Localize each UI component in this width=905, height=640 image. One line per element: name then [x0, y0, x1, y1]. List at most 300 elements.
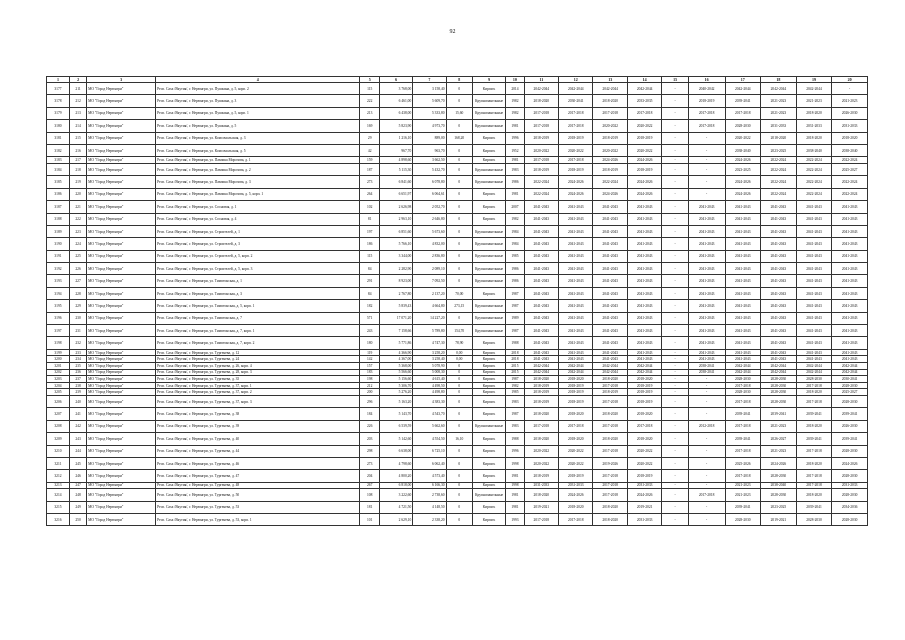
table-cell: 2017-2018 [593, 395, 627, 407]
table-cell: 2041-2043 [593, 250, 627, 262]
table-cell: 2 052,70 [413, 201, 446, 213]
table-cell: 2041-2043 [796, 275, 832, 287]
table-cell: 2042-2044 [559, 362, 593, 369]
table-cell: 2041-2043 [725, 312, 761, 324]
table-cell: МО "Город Нерюнгри" [87, 482, 156, 489]
table-cell: Кирпич. [472, 356, 505, 363]
table-row [47, 389, 868, 396]
table-cell: 2039-2041 [725, 501, 761, 513]
table-cell: МО "Город Нерюнгри" [87, 369, 156, 376]
table-cell: Кирпич. [472, 389, 505, 396]
table-cell: 2018-2020 [524, 433, 558, 445]
table-cell: 2038-2041 [688, 362, 725, 369]
table-cell: 1987 [506, 300, 524, 312]
table-cell: 0 [446, 389, 472, 396]
table-cell: МО "Город Нерюнгри" [87, 349, 156, 356]
table-cell: МО "Город Нерюнгри" [87, 501, 156, 513]
table-cell: 1987 [506, 325, 524, 337]
table-cell: 3192 [47, 263, 70, 275]
table-cell: 2041-2043 [524, 213, 558, 225]
table-cell: 2030-2041 [559, 95, 593, 107]
table-cell: 3214 [47, 489, 70, 501]
table-cell: 296 [360, 395, 380, 407]
table-cell: 291 [360, 275, 380, 287]
table-cell: 2041-2043 [761, 356, 797, 363]
table-cell: 2042-2044 [725, 369, 761, 376]
table-cell: Кирпич. [472, 445, 505, 457]
table-cell: 2041-2043 [524, 300, 558, 312]
table-cell: 2024-2026 [627, 176, 661, 188]
table-cell: 2041-2043 [627, 225, 661, 237]
table-cell: 3181 [47, 132, 70, 144]
table-cell: 2018-2020 [796, 489, 832, 501]
table-cell: 2041-2043 [593, 238, 627, 250]
table-cell: 2018-2020 [559, 433, 593, 445]
table-cell: 2020-2022 [627, 120, 661, 132]
table-cell: Респ. Саха /Якутия/, г. Нерюнгри, ул. Сосновая, д. 4 [156, 213, 360, 225]
table-cell: Респ. Саха /Якутия/, г. Нерюнгри, ул. Тимптонская, д. 7, корп. 1 [156, 325, 360, 337]
table-cell: - [688, 376, 725, 383]
table-cell: 84 [360, 263, 380, 275]
table-cell: 2024-2026 [559, 176, 593, 188]
table-cell: 2017-2018 [559, 107, 593, 119]
table-cell: 2012-2018 [688, 420, 725, 432]
table-cell: 1983 [506, 395, 524, 407]
table-cell: 2018-2020 [593, 376, 627, 383]
table-cell: 2041-2043 [593, 312, 627, 324]
table-cell: 2041-2043 [725, 300, 761, 312]
table-cell: МО "Город Нерюнгри" [87, 312, 156, 324]
table-cell: 1982 [506, 382, 524, 389]
table-cell: 2039-2041 [761, 408, 797, 420]
table-cell: 2028-2030 [761, 489, 797, 501]
table-cell: 2024-2026 [593, 188, 627, 200]
table-cell: 222 [360, 95, 380, 107]
table-cell: МО "Город Нерюнгри" [87, 287, 156, 299]
housing-register-table [46, 76, 868, 526]
table-cell: 3187 [47, 201, 70, 213]
table-cell: 2022-2024 [796, 157, 832, 164]
table-cell: 108 [360, 489, 380, 501]
table-cell: 3206 [47, 395, 70, 407]
table-cell: 7 158,66 [379, 325, 412, 337]
table-cell: 0 [446, 470, 472, 482]
table-cell: 5 115,30 [379, 163, 412, 175]
table-cell: - [688, 395, 725, 407]
table-cell: Крупнопанельные [472, 275, 505, 287]
table-cell: 3203 [47, 376, 70, 383]
table-row [47, 250, 868, 262]
table-cell: 2028-2030 [725, 376, 761, 383]
table-cell: 2042-2044 [524, 369, 558, 376]
table-cell: 2017-2018 [593, 482, 627, 489]
table-cell: 3188 [47, 213, 70, 225]
table-cell: 0 [446, 83, 472, 95]
table-cell: 101 [360, 514, 380, 526]
table-cell: 247 [69, 482, 86, 489]
table-cell: 2028-2030 [832, 395, 868, 407]
table-cell: Респ. Саха /Якутия/, г. Нерюнгри, ул. Павлика Морозова, д. 1 [156, 157, 360, 164]
table-cell: 2020-2022 [627, 445, 661, 457]
table-cell: 1987 [506, 408, 524, 420]
table-row [47, 470, 868, 482]
table-cell: 204 [360, 470, 380, 482]
table-cell: 3191 [47, 250, 70, 262]
table-cell: - [662, 132, 688, 144]
table-cell: 2018-2020 [524, 408, 558, 420]
table-cell: 2041-2043 [832, 263, 868, 275]
table-cell: 2028-2030 [761, 389, 797, 396]
table-cell: 2041-2043 [627, 349, 661, 356]
table-cell: 2018-2019 [688, 95, 725, 107]
table-cell: 3193 [47, 275, 70, 287]
table-cell: 1998 [506, 482, 524, 489]
table-cell: 2017-2018 [796, 395, 832, 407]
table-cell: 2018-2020 [593, 433, 627, 445]
table-cell: Кирпич. [472, 369, 505, 376]
table-cell: 1986 [506, 275, 524, 287]
table-cell: Крупнопанельные [472, 420, 505, 432]
table-cell: 2028-2030 [832, 514, 868, 526]
table-cell: 15,60 [446, 107, 472, 119]
table-cell: 2041-2043 [796, 213, 832, 225]
table-cell: 3204 [47, 382, 70, 389]
table-cell: 3205 [47, 389, 70, 396]
table-cell: 2023-2025 [725, 163, 761, 175]
table-cell: Респ. Саха /Якутия/, г. Нерюнгри, ул. Тургенева, д. 24 [156, 356, 360, 363]
table-cell: 2041-2043 [524, 250, 558, 262]
table-cell: 2017-2018 [725, 382, 761, 389]
table-cell: 2041-2043 [796, 225, 832, 237]
table-cell: 4 498,50 [413, 382, 446, 389]
table-cell: Кирпич. [472, 157, 505, 164]
table-cell: 2017-2018 [627, 107, 661, 119]
table-cell: 2041-2043 [559, 325, 593, 337]
table-cell: 2041-2043 [832, 287, 868, 299]
table-cell: 2028-2030 [725, 120, 761, 132]
table-cell: - [662, 389, 688, 396]
table-cell: МО "Город Нерюнгри" [87, 144, 156, 156]
table-cell: 2040-2042 [688, 83, 725, 95]
table-cell: 6 166,30 [413, 482, 446, 489]
table-cell: 223 [69, 225, 86, 237]
table-cell: 84 [360, 287, 380, 299]
table-cell: 6 064,61 [413, 188, 446, 200]
table-cell: 4 366,90 [379, 349, 412, 356]
table-cell: 2041-2043 [627, 275, 661, 287]
table-cell: Респ. Саха /Якутия/, г. Нерюнгри, ул. Тургенева, д. 39 [156, 420, 360, 432]
table-cell: 249 [69, 501, 86, 513]
table-cell: 236 [69, 369, 86, 376]
table-cell: 0 [446, 445, 472, 457]
table-cell: 2041-2043 [725, 263, 761, 275]
table-cell: 1981 [506, 501, 524, 513]
table-cell: 2017-2018 [725, 395, 761, 407]
table-cell: 2041-2043 [559, 287, 593, 299]
table-cell: 246 [69, 470, 86, 482]
table-cell: - [662, 83, 688, 95]
table-cell: 2041-2043 [524, 225, 558, 237]
table-cell: 2041-2043 [761, 263, 797, 275]
table-cell: Респ. Саха /Якутия/, г. Нерюнгри, ул. Тургенева, д. 28, корп. 3 [156, 369, 360, 376]
table-cell: 2020-2022 [559, 457, 593, 469]
table-cell: 1996 [506, 132, 524, 144]
table-cell: Кирпич. [472, 213, 505, 225]
table-cell: 8 923,00 [379, 275, 412, 287]
table-cell: - [662, 95, 688, 107]
table-cell: 2041-2043 [593, 356, 627, 363]
table-cell: 2020-2022 [559, 445, 593, 457]
table-cell: Кирпич. [472, 83, 505, 95]
table-cell: 219 [69, 176, 86, 188]
page-number: 92 [449, 29, 456, 35]
table-cell: - [688, 445, 725, 457]
table-cell: 2018-2020 [796, 420, 832, 432]
table-row [47, 356, 868, 363]
table-cell: 2041-2043 [688, 201, 725, 213]
table-row [47, 482, 868, 489]
table-cell: 5 839,43 [379, 300, 412, 312]
table-cell: 248 [69, 489, 86, 501]
table-cell: 0,00 [446, 349, 472, 356]
table-cell: 142 [360, 356, 380, 363]
table-cell: 2041-2043 [761, 238, 797, 250]
table-cell: 273 [360, 457, 380, 469]
column-number-header: 3 [87, 77, 156, 83]
table-cell: - [688, 163, 725, 175]
table-cell: Респ. Саха /Якутия/, г. Нерюнгри, ул. Павлика Морозова, д. 5, корп. 1 [156, 188, 360, 200]
table-cell: 235 [69, 362, 86, 369]
table-cell: 2028-2030 [796, 514, 832, 526]
table-cell: 2 338,20 [413, 514, 446, 526]
table-cell: 2041-2043 [796, 312, 832, 324]
table-cell: 4 367,00 [379, 356, 412, 363]
table-cell: - [662, 225, 688, 237]
table-cell: 0 [446, 176, 472, 188]
table-cell: 3200 [47, 356, 70, 363]
table-cell: 242 [69, 420, 86, 432]
table-cell: - [662, 382, 688, 389]
table-cell: 224 [69, 238, 86, 250]
table-row [47, 376, 868, 383]
table-cell: 1982 [506, 107, 524, 119]
table-cell: Кирпич. [472, 376, 505, 383]
table-cell: 4 498,80 [413, 389, 446, 396]
table-cell: 2024-2026 [559, 188, 593, 200]
table-cell: 2042-2044 [725, 362, 761, 369]
table-cell: 5 766,10 [379, 238, 412, 250]
table-cell: 2028-2030 [796, 376, 832, 383]
table-cell: 243 [360, 325, 380, 337]
table-cell: 1 216,10 [379, 132, 412, 144]
table-cell: 2031-2033 [524, 482, 558, 489]
table-cell: 2041-2043 [761, 225, 797, 237]
table-cell: 2042-2044 [725, 83, 761, 95]
table-cell: 2034-2036 [832, 501, 868, 513]
table-cell: Респ. Саха /Якутия/, г. Нерюнгри, ул. Тургенева, д. 37, корп. 3 [156, 395, 360, 407]
table-cell: 2031-2033 [796, 120, 832, 132]
table-cell: 2019-2021 [761, 514, 797, 526]
table-cell: 237 [69, 376, 86, 383]
table-cell: Кирпич. [472, 501, 505, 513]
table-cell: 4 543,70 [413, 408, 446, 420]
table-cell: 119 [360, 349, 380, 356]
table-cell: 2018-2019 [524, 395, 558, 407]
register-table-container [46, 76, 868, 526]
table-cell: 2018 [506, 349, 524, 356]
table-cell: 3198 [47, 337, 70, 349]
table-cell: 232 [69, 337, 86, 349]
table-cell: 2041-2043 [559, 349, 593, 356]
table-cell: 2041-2043 [627, 201, 661, 213]
table-cell: - [688, 132, 725, 144]
table-cell: - [662, 176, 688, 188]
table-cell: 963,70 [413, 144, 446, 156]
table-cell: 2041-2043 [524, 349, 558, 356]
table-cell: Кирпич. [472, 144, 505, 156]
table-cell: МО "Город Нерюнгри" [87, 188, 156, 200]
table-cell: 2041-2043 [796, 337, 832, 349]
table-cell: 2042-2044 [796, 362, 832, 369]
table-cell: 2022-2024 [761, 176, 797, 188]
table-cell: 2041-2043 [725, 225, 761, 237]
table-cell: Кирпич. [472, 287, 505, 299]
table-cell: - [662, 395, 688, 407]
table-cell: 187 [360, 163, 380, 175]
table-cell: 5 306,70 [379, 382, 412, 389]
table-cell: 2041-2043 [559, 263, 593, 275]
table-cell: 2041-2043 [593, 287, 627, 299]
table-cell: 2041-2043 [725, 287, 761, 299]
table-cell: 2022-2024 [761, 163, 797, 175]
table-cell: - [662, 275, 688, 287]
table-cell: 0 [446, 201, 472, 213]
table-cell: 239 [69, 389, 86, 396]
table-cell: 2022-2024 [832, 157, 868, 164]
table-cell: - [688, 433, 725, 445]
table-cell: 2017-2018 [524, 420, 558, 432]
table-cell: 3196 [47, 312, 70, 324]
table-cell: 229 [69, 300, 86, 312]
table-cell: 1981 [506, 188, 524, 200]
table-cell: 6 078,80 [413, 176, 446, 188]
table-cell: 2018-2019 [593, 132, 627, 144]
table-cell: 2021-2023 [761, 95, 797, 107]
table-cell: Респ. Саха /Якутия/, г. Нерюнгри, ул. Тургенева, д. 46 [156, 457, 360, 469]
table-cell: 2039-2041 [832, 433, 868, 445]
table-cell: 3194 [47, 287, 70, 299]
table-cell: - [688, 382, 725, 389]
table-cell: МО "Город Нерюнгри" [87, 157, 156, 164]
table-cell: 2022-2024 [832, 176, 868, 188]
table-cell: 2041-2043 [761, 275, 797, 287]
table-cell: 2041-2043 [796, 263, 832, 275]
table-cell: 241 [69, 408, 86, 420]
table-cell: МО "Город Нерюнгри" [87, 514, 156, 526]
table-cell: 2025-2027 [832, 389, 868, 396]
table-cell: - [662, 213, 688, 225]
table-cell: 2041-2043 [524, 275, 558, 287]
table-cell: Крупнопанельные [472, 312, 505, 324]
table-cell: 186 [360, 238, 380, 250]
table-cell: 2022-2024 [524, 188, 558, 200]
table-cell: 2017-2018 [559, 120, 593, 132]
table-cell: 213 [69, 107, 86, 119]
table-cell: 2018-2020 [761, 132, 797, 144]
table-cell: 29 [360, 132, 380, 144]
table-cell: 245 [69, 457, 86, 469]
table-cell: 244 [69, 445, 86, 457]
table-cell: 2022-2024 [593, 176, 627, 188]
table-row [47, 489, 868, 501]
table-cell: 2041-2043 [725, 238, 761, 250]
table-row [47, 132, 868, 144]
table-cell: МО "Город Нерюнгри" [87, 420, 156, 432]
table-cell: 115 [360, 83, 380, 95]
table-cell: 2017-2018 [796, 382, 832, 389]
table-cell: 159 [360, 157, 380, 164]
table-cell: МО "Город Нерюнгри" [87, 107, 156, 119]
table-cell: 6 651,97 [379, 188, 412, 200]
table-cell: 2018-2019 [559, 163, 593, 175]
table-cell: - [662, 107, 688, 119]
table-cell: 1981 [506, 157, 524, 164]
table-cell: 2041-2043 [559, 275, 593, 287]
table-cell: 5 789,80 [413, 325, 446, 337]
table-cell: 2030-2041 [832, 376, 868, 383]
table-cell: 2018-2019 [627, 395, 661, 407]
table-cell: - [662, 287, 688, 299]
table-cell: Крупнопанельные [472, 225, 505, 237]
table-cell: 1981 [506, 470, 524, 482]
table-cell: 14 227,20 [413, 312, 446, 324]
table-cell: 2018-2020 [559, 376, 593, 383]
table-cell: 2041-2043 [688, 250, 725, 262]
table-row [47, 501, 868, 513]
table-row [47, 157, 868, 164]
table-cell: 0 [446, 157, 472, 164]
table-cell: 2019-2021 [627, 501, 661, 513]
table-cell: 5 566,60 [379, 369, 412, 376]
table-cell: 2042-2044 [627, 369, 661, 376]
table-cell: - [688, 188, 725, 200]
table-cell: 5 163,20 [379, 395, 412, 407]
table-cell: 2017-2018 [559, 514, 593, 526]
table-cell: 2041-2043 [832, 356, 868, 363]
table-cell: 0 [446, 501, 472, 513]
table-cell: 2018-2019 [559, 382, 593, 389]
table-cell: 1993 [506, 514, 524, 526]
table-cell: 2025-2027 [832, 163, 868, 175]
table-cell: МО "Город Нерюнгри" [87, 83, 156, 95]
table-cell: 2022-2024 [796, 163, 832, 175]
table-cell: 2038-2040 [761, 482, 797, 489]
table-cell: 2041-2043 [832, 275, 868, 287]
table-cell: 2021-2023 [761, 420, 797, 432]
column-number-header: 20 [832, 77, 868, 83]
table-cell: МО "Город Нерюнгри" [87, 433, 156, 445]
column-number-header: 15 [662, 77, 688, 83]
table-cell: 2039-2041 [796, 408, 832, 420]
table-cell: 1989 [506, 312, 524, 324]
table-cell: 2022-2024 [796, 176, 832, 188]
table-cell: 2018-2020 [796, 389, 832, 396]
table-cell: 2018-2020 [832, 132, 868, 144]
table-cell: 5 008,30 [413, 369, 446, 376]
table-cell: 2028-2030 [832, 470, 868, 482]
table-cell: 4 973,70 [413, 120, 446, 132]
table-cell: - [662, 201, 688, 213]
